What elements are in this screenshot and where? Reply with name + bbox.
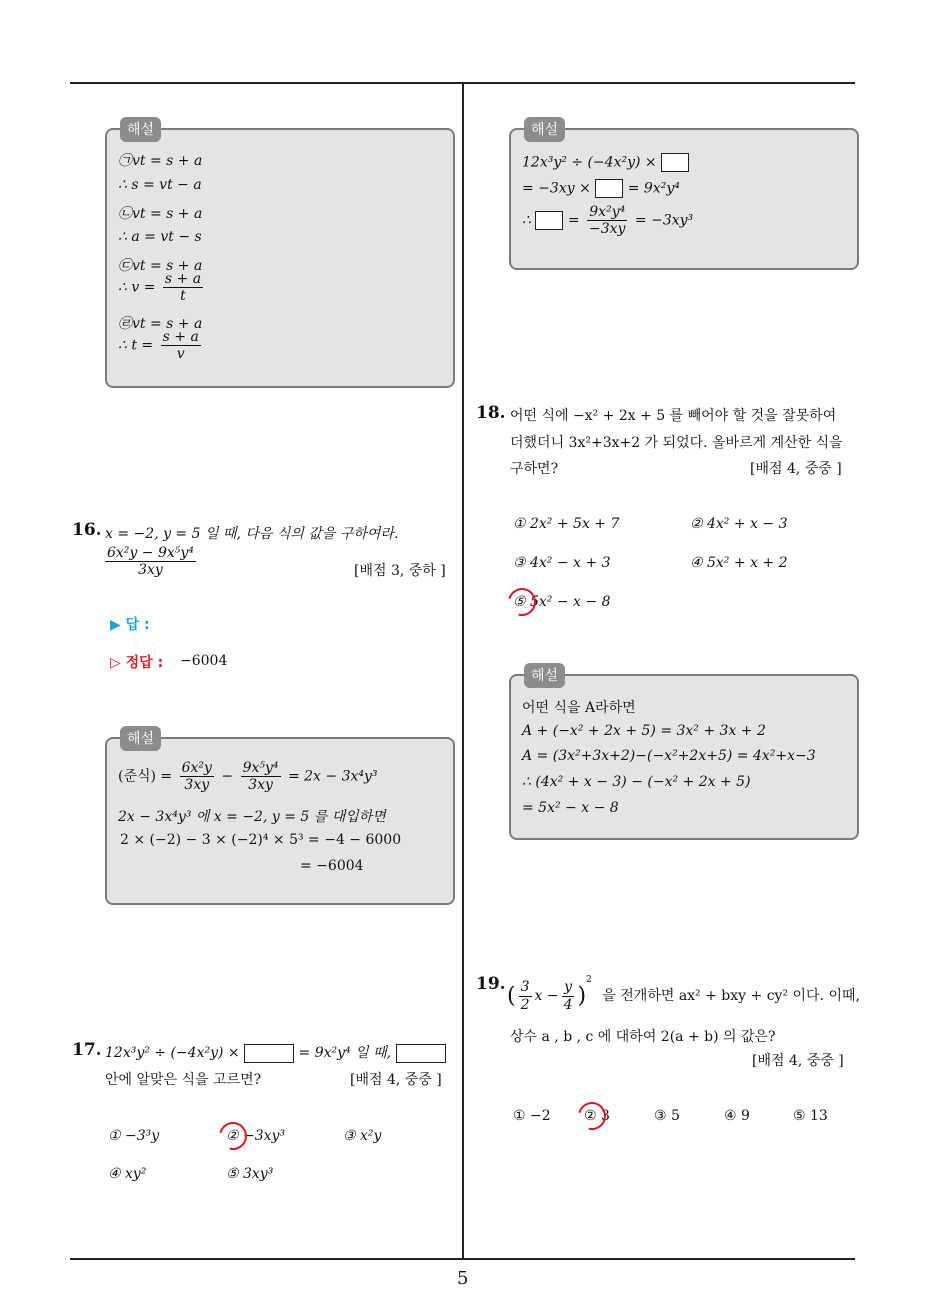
q19-mid: x −: [534, 988, 559, 1004]
q19-choice-4[interactable]: ④ 9: [724, 1108, 750, 1124]
q18-correct-mark: [503, 583, 541, 621]
q19-frac2-num: y: [564, 979, 573, 996]
q15-line-1: ㉠vt = s + a: [118, 153, 203, 169]
q15-t-num: s + a: [162, 329, 199, 345]
q16-sol-f2-den: 3xy: [248, 777, 273, 794]
q17-sol-blank-2: [595, 179, 623, 198]
bottom-rule: [70, 1258, 855, 1260]
q19-line1-rest: 을 전개하면 ax² + bxy + cy² 이다. 이때,: [602, 988, 860, 1004]
q18-sol-line-4: ∴ (4x² + x − 3) − (−x² + 2x + 5): [522, 774, 751, 790]
q15-line-6: [118, 271, 206, 304]
q18-choice-1[interactable]: ① 2x² + 5x + 7: [513, 516, 620, 532]
q16-expr-num: 6x²y − 9x⁵y⁴: [107, 545, 194, 561]
q16-text: x = −2, y = 5 일 때, 다음 식의 값을 구하여라.: [105, 526, 399, 542]
q16-answer-label: ▶ 답 :: [110, 617, 150, 633]
q18-line-3: 구하면?: [510, 461, 559, 477]
q19-exponent: 2: [586, 975, 592, 985]
q15-line-7: ㉣vt = s + a: [118, 316, 203, 332]
q17-score: [배점 4, 중중 ]: [350, 1072, 442, 1088]
q18-sol-line-5: = 5x² − x − 8: [522, 800, 619, 816]
q15-line-3: ㉡vt = s + a: [118, 206, 203, 222]
q19-frac-1: [519, 979, 532, 1012]
q19-choice-2[interactable]: ② 3: [584, 1108, 610, 1124]
q17-choice-2[interactable]: ② −3xy³: [226, 1128, 286, 1144]
q16-number: 16.: [72, 520, 102, 540]
q17-blank-box-2: [396, 1044, 446, 1063]
q16-expr-den: 3xy: [138, 562, 163, 579]
q17-text-b: = 9x²y⁴ 일 때,: [298, 1045, 392, 1061]
q17-sol-text-1: 12x³y² ÷ (−4x²y) ×: [522, 154, 657, 171]
q15-t-fraction: [161, 329, 201, 362]
q18-score: [배점 4, 중중 ]: [750, 461, 842, 477]
q17-number: 17.: [72, 1040, 102, 1060]
q18-sol-line-2: A + (−x² + 2x + 5) = 3x² + 3x + 2: [522, 723, 766, 739]
q17-solution-box: [509, 128, 859, 270]
q16-sol-f2-num: 9x⁵y⁴: [242, 760, 279, 776]
q19-choice-1[interactable]: ① −2: [513, 1108, 551, 1124]
q17-choice-3[interactable]: ③ x²y: [343, 1128, 382, 1144]
q18-sol-line-1: 어떤 식을 A라하면: [522, 700, 636, 716]
q17-blank-box: [244, 1044, 294, 1063]
q19-line-1: ( $\frac{3}{2}$ x − $\frac{y}{4}$ )$^2$ 을 전개하면 ax² + bxy + cy² 이다. 이때,: [507, 975, 860, 1013]
q17-sol-line-3: [522, 204, 693, 237]
q16-sol-f1-den: 3xy: [184, 777, 210, 794]
q16-sol-prefix: (준식) =: [118, 768, 173, 785]
q16-solution-tag: 해설: [120, 726, 161, 751]
q17-sol-fraction: [587, 204, 627, 237]
q15-v-prefix: ∴ v =: [118, 279, 156, 296]
q17-sol-text-2b: = 9x²y⁴: [627, 180, 680, 197]
q18-choice-3[interactable]: ③ 4x² − x + 3: [513, 555, 611, 571]
q15-t-den: v: [176, 346, 185, 363]
q19-choice-3[interactable]: ③ 5: [654, 1108, 680, 1124]
q16-sol-minus: −: [221, 768, 234, 785]
page-number: 5: [457, 1268, 469, 1289]
q18-choice-5[interactable]: ⑤ 5x² − x − 8: [513, 594, 611, 610]
q16-sol-frac-1: [180, 760, 214, 793]
q16-score: [배점 3, 중하 ]: [354, 563, 446, 579]
q17-sol-text-2a: = −3xy ×: [522, 180, 591, 197]
q19-correct-mark: [573, 1097, 611, 1135]
q17-sol-blank-1: [661, 153, 689, 172]
q16-correct-value: −6004: [180, 653, 228, 669]
q16-sol-frac-2: [241, 760, 281, 793]
q17-sol-frac-den: −3xy: [589, 221, 626, 238]
q16-expression: [102, 545, 199, 578]
q16-sol-line-2: 2x − 3x⁴y³ 에 x = −2, y = 5 를 대입하면: [118, 809, 386, 825]
q16-expr-fraction: [105, 545, 196, 578]
q17-text-a: 12x³y² ÷ (−4x²y) ×: [105, 1045, 240, 1061]
q17-sol-line-1: [522, 153, 689, 172]
q19-frac1-num: 3: [520, 979, 530, 996]
q19-frac1-den: 2: [520, 996, 530, 1013]
q18-choice-4[interactable]: ④ 5x² + x + 2: [690, 555, 788, 571]
q19-line-2: 상수 a , b , c 에 대하여 2(a + b) 의 값은?: [510, 1029, 776, 1045]
q19-choice-5[interactable]: ⑤ 13: [793, 1108, 828, 1124]
q16-sol-f1-num: 6x²y: [181, 760, 212, 776]
q15-v-den: t: [180, 288, 186, 305]
q19-frac-2: [562, 979, 575, 1012]
q15-v-num: s + a: [164, 271, 202, 287]
q17-line-2: 안에 알맞은 식을 고르면?: [105, 1072, 262, 1088]
q18-solution-tag: 해설: [524, 663, 565, 688]
q18-line-2: 더했더니 3x²+3x+2 가 되었다. 올바르게 계산한 식을: [510, 435, 843, 451]
q17-line-1: [105, 1042, 446, 1063]
q15-t-prefix: ∴ t =: [118, 337, 154, 354]
q17-choice-1[interactable]: ① −3³y: [108, 1128, 160, 1144]
q19-frac2-den: 4: [563, 996, 573, 1013]
q17-sol-frac-num: 9x²y⁴: [589, 204, 626, 220]
q16-sol-line-3: 2 × (−2) − 3 × (−2)⁴ × 5³ = −4 − 6000: [120, 832, 402, 848]
q17-solution-tag: 해설: [524, 117, 565, 142]
q17-sol-line-2: [522, 179, 680, 198]
q17-correct-mark: [214, 1117, 252, 1155]
q19-number: 19.: [476, 974, 506, 994]
q16-sol-line-4: = −6004: [300, 858, 364, 874]
q15-line-2: ∴ s = vt − a: [118, 177, 202, 193]
q17-sol-eq: =: [567, 212, 580, 229]
q15-line-8: [118, 329, 204, 362]
q16-sol-suffix: = 2x − 3x⁴y³: [287, 768, 378, 785]
q15-line-4: ∴ a = vt − s: [118, 229, 202, 245]
q15-v-fraction: [163, 271, 203, 304]
q17-sol-result: = −3xy³: [634, 212, 694, 229]
q18-number: 18.: [476, 403, 506, 423]
q17-choice-4[interactable]: ④ xy²: [108, 1166, 147, 1182]
q16-sol-line-1: [118, 760, 378, 793]
q19-score: [배점 4, 중중 ]: [752, 1053, 844, 1069]
q16-correct-label: ▷ 정답 :: [110, 655, 164, 671]
q17-sol-blank-3: [535, 211, 563, 230]
q15-line-5: ㉢vt = s + a: [118, 258, 203, 274]
q18-choice-2[interactable]: ② 4x² + x − 3: [690, 516, 788, 532]
q17-choice-5[interactable]: ⑤ 3xy³: [226, 1166, 274, 1182]
q15-solution-tag: 해설: [120, 117, 161, 142]
q17-sol-therefore: ∴: [522, 212, 531, 229]
column-divider: [462, 82, 464, 1259]
q18-line-1: 어떤 식에 −x² + 2x + 5 를 빼어야 할 것을 잘못하여: [510, 408, 837, 424]
q18-sol-line-3: A = (3x²+3x+2)−(−x²+2x+5) = 4x²+x−3: [522, 748, 816, 764]
